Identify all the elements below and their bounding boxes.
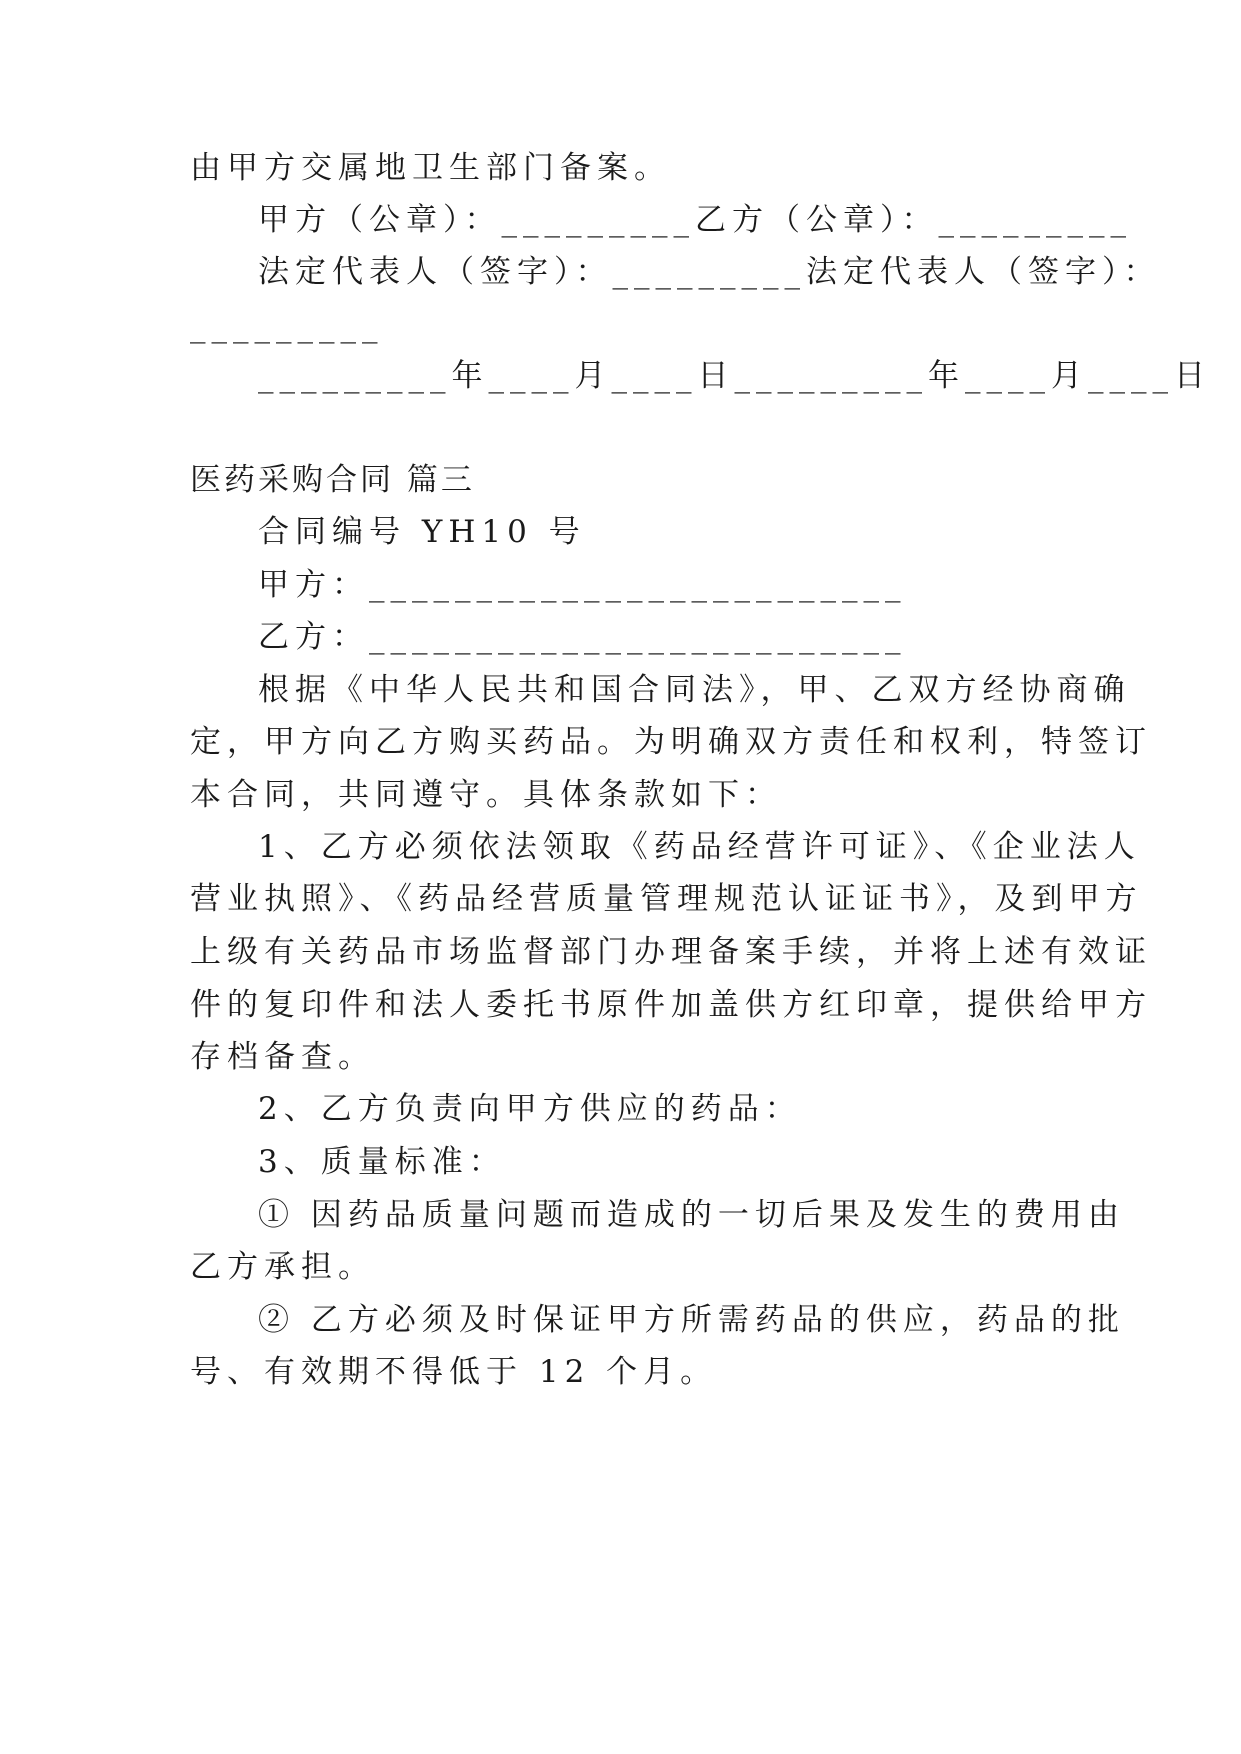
item-1-line: ① 因药品质量问题而造成的一切后果及发生的费用由 [258, 1197, 1125, 1233]
continuation-text: 由甲方交属地卫生部门备案。 [190, 150, 671, 186]
clause-2: 2、乙方负责向甲方供应的药品： [258, 1091, 802, 1127]
item-1-line: 乙方承担。 [190, 1249, 375, 1285]
party-b-line: 乙方：_________________________ [258, 619, 907, 655]
intro-line: 根据《中华人民共和国合同法》，甲、乙双方经协商确 [258, 672, 1131, 708]
party-seal-line: 甲方（公章）：_________乙方（公章）：_________ [258, 202, 1132, 238]
clause-1-line: 营业执照》、《药品经营质量管理规范认证证书》，及到甲方 [190, 881, 1143, 917]
intro-line: 定，甲方向乙方购买药品。为明确双方责任和权利，特签订 [190, 724, 1152, 760]
clause-1-line: 上级有关药品市场监督部门办理备案手续，并将上述有效证 [190, 934, 1152, 970]
legal-rep-blank: _________ [190, 308, 384, 344]
intro-line: 本合同，共同遵守。具体条款如下： [190, 777, 782, 813]
legal-rep-line: 法定代表人（签字）：_________法定代表人（签字）： [258, 254, 1161, 290]
contract-number: 合同编号 YH10 号 [258, 514, 586, 550]
clause-3: 3、质量标准： [258, 1144, 506, 1180]
item-2-line: ② 乙方必须及时保证甲方所需药品的供应，药品的批 [258, 1302, 1125, 1338]
party-a-line: 甲方：_________________________ [258, 567, 907, 603]
item-2-line: 号、有效期不得低于 12 个月。 [190, 1354, 718, 1390]
clause-1-line: 件的复印件和法人委托书原件加盖供方红印章，提供给甲方 [190, 987, 1152, 1023]
clause-1-line: 存档备查。 [190, 1039, 375, 1075]
section-title: 医药采购合同 篇三 [190, 462, 475, 498]
signature-dates-line: _________年____月____日_________年____月____日 [258, 358, 1211, 394]
clause-1-line: 1、乙方必须依法领取《药品经营许可证》、《企业法人 [258, 829, 1141, 865]
